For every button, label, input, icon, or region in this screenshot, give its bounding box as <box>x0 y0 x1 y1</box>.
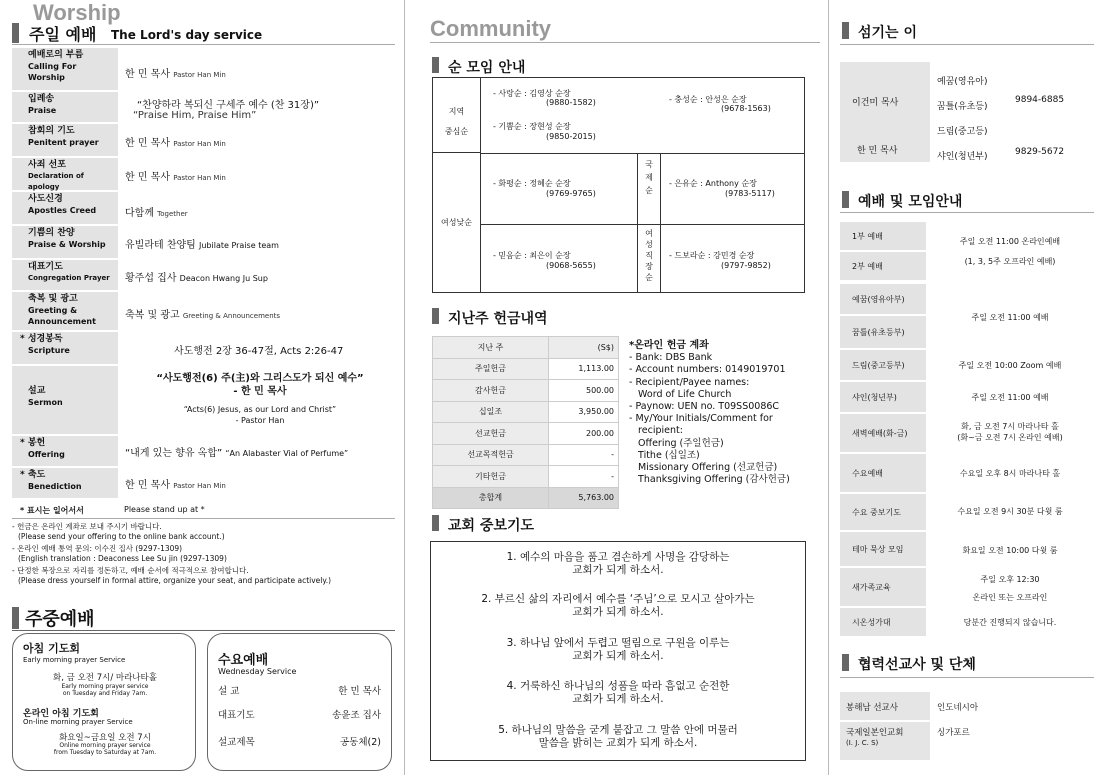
column-divider-1 <box>404 0 405 775</box>
offering-head-row <box>433 337 619 359</box>
order-label <box>12 226 118 258</box>
account-line: Tithe (십일조) <box>629 449 700 461</box>
account-line: - Account numbers: 0149019701 <box>629 364 786 376</box>
order-label-ko: 축복 및 광고 <box>28 294 78 304</box>
schedule-item: 예꿈(영유아부) <box>840 284 926 314</box>
servant-role: 샤인(청년부) <box>937 152 988 162</box>
schedule-time: 주일 오전 10:00 Zoom 예배 <box>958 361 1062 370</box>
order-value-en: Together <box>157 210 188 218</box>
mission-name: 봉해남 선교사 <box>846 703 898 713</box>
prayer-item <box>431 724 805 750</box>
order-value: 사도행전 2장 36-47절, Acts 2:26-47 <box>174 346 344 357</box>
schedule-time: 주일 오전 11:00 온라인예배 <box>959 237 1061 246</box>
offering-total-row <box>433 487 619 509</box>
region-label-1: 지역 <box>448 107 465 116</box>
prayer-item <box>431 637 805 663</box>
schedule-item: 시온성가대 <box>840 608 926 636</box>
offering-label: 기타헌금 <box>433 466 549 488</box>
online-morning-title-en: On-line morning prayer Service <box>23 718 133 726</box>
schedule-time: 온라인 또는 오프라인 <box>972 593 1048 602</box>
prayer-line: 교회가 되게 하소서. <box>572 564 664 576</box>
schedule-time: 수요일 오후 8시 마라나타 홀 <box>959 469 1061 478</box>
order-label-ko: 사도신경 <box>28 194 63 204</box>
wednesday-row-label: 설교제목 <box>218 737 255 748</box>
note-ko: - 단정한 복장으로 자리를 정돈하고, 예배 순서에 적극적으로 참여합니다. <box>12 566 249 575</box>
wednesday-row-value: 한 민 목사 <box>338 686 381 697</box>
order-label <box>12 92 118 122</box>
missions-title: 협력선교사 및 단체 <box>858 657 976 673</box>
prayer-line: 교회가 되게 하소서. <box>572 650 664 662</box>
online-morning-time: 화요일~금요일 오전 7시 <box>59 733 151 743</box>
mission-country: 싱가포르 <box>937 728 970 738</box>
schedule-time: 화요일 오전 10:00 다윗 룸 <box>962 546 1058 555</box>
order-label-en: Penitent prayer <box>28 138 99 147</box>
offering-row <box>433 358 619 380</box>
order-label-en: Apostles Creed <box>28 206 97 215</box>
order-value: “내게 있는 향유 옥합” <box>125 448 223 459</box>
order-label-ko: 참회의 기도 <box>28 126 75 136</box>
order-label <box>12 468 118 498</box>
community-title-rule <box>430 42 820 43</box>
order-item <box>12 260 395 290</box>
order-label-en: Offering <box>28 450 65 459</box>
order-value-en: Pastor Han Min <box>173 174 226 182</box>
offering-row <box>433 423 619 445</box>
section-marker <box>432 57 439 73</box>
cell-phone: (9068-5655) <box>546 261 596 270</box>
account-line: - Paynow: UEN no. T09SS0086C <box>629 401 780 413</box>
servant-phone: 9894-6885 <box>1015 95 1065 105</box>
section-marker <box>842 191 849 208</box>
mission-country: 인도네시아 <box>937 703 979 713</box>
offering-amount: - <box>549 444 619 466</box>
weekday-rule <box>12 630 395 631</box>
wednesday-row-value: 송윤조 집사 <box>332 710 381 721</box>
schedule-time: 당분간 진행되지 않습니다. <box>963 618 1057 627</box>
schedule-item: 테마 묵상 모임 <box>840 532 926 566</box>
region-label <box>433 78 481 153</box>
order-item <box>12 192 395 224</box>
account-line: Thanksgiving Offering (감사헌금) <box>629 474 790 486</box>
prayer-line: 교회가 되게 하소서. <box>572 693 664 705</box>
servant-name: 한 민 목사 <box>857 146 898 156</box>
servants-rule <box>840 44 1094 45</box>
prayer-line: 2. 부르신 삶의 자리에서 예수를 ‘주님’으로 모시고 살아가는 <box>481 593 755 605</box>
order-label <box>12 366 118 434</box>
intl-cell-label: 국제순 <box>645 160 653 195</box>
order-item <box>12 436 395 466</box>
offering-title: 지난주 헌금내역 <box>448 311 548 327</box>
offering-amount: 200.00 <box>549 423 619 445</box>
section-marker <box>432 308 439 324</box>
schedule-time: 주일 오후 12:30 <box>980 575 1040 584</box>
order-label-ko: 예배로의 부름 <box>28 50 84 60</box>
schedule-item: 샤인(청년부) <box>840 382 926 412</box>
wednesday-row-label: 설 교 <box>218 686 240 697</box>
prayer-item <box>431 551 805 577</box>
schedule-time: 주일 오전 11:00 예배 <box>971 393 1049 402</box>
offering-head-unit: (S$) <box>549 337 619 359</box>
order-item <box>12 292 395 330</box>
service-title-rule <box>12 44 395 45</box>
order-label <box>12 332 118 364</box>
prayer-item <box>431 593 805 619</box>
offering-row <box>433 444 619 466</box>
order-item <box>12 226 395 258</box>
cell-groups-title: 순 모임 안내 <box>448 60 526 76</box>
section-marker <box>842 22 849 39</box>
order-label-en: Greeting & Announcement <box>28 306 96 326</box>
offering-table <box>432 336 619 509</box>
note-en: (Please send your offering to the online bank account.) <box>18 531 225 541</box>
cell-leader: - 사랑순 : 김영상 순장 <box>493 89 571 98</box>
account-line: Word of Life Church <box>629 388 732 400</box>
wednesday-row-label: 대표기도 <box>218 710 255 721</box>
schedule-item: 수요 중보기도 <box>840 494 926 530</box>
offering-total-amount: 5,763.00 <box>549 487 619 509</box>
order-label <box>12 436 118 466</box>
cell-groups-table <box>432 77 805 293</box>
schedule-item: 수요예배 <box>840 454 926 492</box>
order-value: 한 민 목사 <box>125 138 170 149</box>
mission-name: 국제일본인교회 <box>846 728 904 738</box>
service-title-ko: 주일 예배 <box>29 25 97 44</box>
order-label-ko: 입례송 <box>28 94 55 104</box>
cell-leader: - 기쁨순 : 장현성 순장 <box>493 122 571 131</box>
online-account-title: *온라인 헌금 계좌 <box>629 340 709 351</box>
notes <box>12 522 397 585</box>
prayer-line: 4. 거룩하신 하나님의 성품을 따라 흠없고 순전한 <box>506 680 730 692</box>
online-morning-title: 온라인 아침 기도회 <box>23 709 99 719</box>
missions-rule <box>840 677 1094 678</box>
account-line: - Bank: DBS Bank <box>629 352 713 364</box>
servant-role: 꿈틀(유초등) <box>937 102 988 112</box>
schedule-time: 주일 오전 11:00 예배 <box>971 313 1049 322</box>
prayer-line: 3. 하나님 앞에서 두렵고 떨림으로 구원을 이루는 <box>506 637 730 649</box>
cell-phone: (9850-2015) <box>546 132 596 141</box>
order-item <box>12 124 395 156</box>
morning-title: 아침 기도회 <box>23 642 80 655</box>
servant-role: 드림(중고등) <box>937 127 988 137</box>
cell-leader: - 믿음순 : 최은이 순장 <box>493 251 571 260</box>
order-value: 황주섭 집사 <box>125 273 177 284</box>
prayer-box <box>430 541 806 761</box>
wednesday-row-value: 공동체(2) <box>340 737 381 748</box>
order-label-ko: 사죄 선포 <box>28 160 66 170</box>
cell-phone: (9797-9852) <box>721 261 771 270</box>
morning-time-en-2: on Tuesday and Friday 7am. <box>62 690 148 697</box>
order-value-en: “Praise Him, Praise Him” <box>133 110 257 121</box>
schedule-time: (화~금 오전 7시 온라인 예배) <box>957 433 1063 442</box>
order-item <box>12 468 395 498</box>
section-marker <box>12 607 19 629</box>
region-label-2: 중심순 <box>444 127 469 136</box>
offering-amount: 1,113.00 <box>549 358 619 380</box>
prayer-line: 말씀을 밝히는 교회가 되게 하소서. <box>538 737 698 749</box>
order-label <box>12 158 118 190</box>
prayer-line: 교회가 되게 하소서. <box>572 606 664 618</box>
section-marker <box>842 654 849 671</box>
offering-total-label: 총합계 <box>433 487 549 509</box>
women-label: 여성낮순 <box>433 153 481 293</box>
schedule-item: 꿈틀(유초등부) <box>840 316 926 348</box>
sermon-preacher-en: - Pastor Han <box>235 416 285 425</box>
order-value: 한 민 목사 <box>125 480 170 491</box>
cell-phone: (9880-1582) <box>546 98 596 107</box>
worship-section-title: Worship <box>33 0 121 25</box>
schedule-time: (1, 3, 5주 오프라인 예배) <box>964 257 1056 266</box>
order-label-ko: 대표기도 <box>28 262 63 272</box>
prayer-title: 교회 중보기도 <box>448 518 535 534</box>
servants-title: 섬기는 이 <box>858 25 917 41</box>
wednesday-title-en: Wednesday Service <box>218 667 297 676</box>
order-value: 유빌라테 찬양팀 <box>125 240 196 251</box>
servant-name: 이건미 목사 <box>852 98 899 108</box>
stand-note-ko: * 표시는 일어서서 <box>20 506 84 515</box>
service-title-en: The Lord's day service <box>111 28 263 42</box>
offering-label: 선교헌금 <box>433 423 549 445</box>
cell-phone: (9769-9765) <box>546 189 596 198</box>
morning-prayer-box <box>12 633 196 771</box>
order-label-en: Praise <box>28 106 57 115</box>
note-en: (Please dress yourself in formal attire, organize your seat, and participate actively.) <box>18 575 332 585</box>
cell-leader: - 은유순 : Anthony 순장 <box>669 179 757 188</box>
weekday-title: 주중예배 <box>25 609 95 630</box>
order-label-ko: * 축도 <box>20 470 46 480</box>
note-en: (English translation : Deaconess Lee Su jin (9297-1309) <box>18 553 227 563</box>
order-value-en: Pastor Han Min <box>173 140 226 148</box>
offering-amount: - <box>549 466 619 488</box>
schedule-item: 1부 예배 <box>840 222 926 250</box>
order-label <box>12 260 118 290</box>
order-value: 한 민 목사 <box>125 69 170 80</box>
prayer-item <box>431 680 805 706</box>
offering-row <box>433 466 619 488</box>
prayer-line: 5. 하나님의 말씀을 굳게 붙잡고 그 말씀 안에 머물러 <box>498 724 738 736</box>
stand-note-en: Please stand up at * <box>124 505 205 514</box>
order-label-en: Calling For Worship <box>28 62 77 82</box>
account-line: - Recipient/Payee names: <box>629 376 750 388</box>
offering-row <box>433 380 619 402</box>
order-value-en: Deacon Hwang Ju Sup <box>179 274 268 283</box>
schedule-time: 수요일 오전 9시 30분 다윗 룸 <box>957 507 1063 516</box>
order-label <box>12 192 118 224</box>
order-value-en: Pastor Han Min <box>173 482 226 490</box>
schedule-item: 2부 예배 <box>840 252 926 280</box>
order-label <box>12 292 118 330</box>
offering-label: 주일헌금 <box>433 358 549 380</box>
order-label-en: Congregation Prayer <box>28 274 110 282</box>
order-value: “찬양하라 복되신 구세주 예수 (찬 31장)” <box>137 100 320 111</box>
offering-label: 감사헌금 <box>433 380 549 402</box>
order-value-en: Jubilate Praise team <box>199 241 279 250</box>
cell-phone: (9783-5117) <box>725 189 775 198</box>
offering-amount: 500.00 <box>549 380 619 402</box>
offering-head-label: 지난 주 <box>433 337 549 359</box>
online-morning-en-1: Online morning prayer service <box>59 742 151 749</box>
order-item <box>12 332 395 364</box>
order-value: 다함께 <box>125 208 154 219</box>
order-value: 한 민 목사 <box>125 172 170 183</box>
morning-time-en-1: Early morning prayer service <box>61 683 149 690</box>
sermon-preacher: - 한 민 목사 <box>233 386 287 397</box>
account-line: recipient: <box>629 425 683 437</box>
servant-roles <box>937 70 988 170</box>
order-value-en: Pastor Han Min <box>173 71 226 79</box>
order-label-en: Scripture <box>28 346 70 355</box>
account-line: Offering (주일헌금) <box>629 437 724 449</box>
schedule-item: 드림(중고등부) <box>840 350 926 380</box>
order-label <box>12 124 118 156</box>
offering-row <box>433 401 619 423</box>
mission-name-en: (I. J. C. S) <box>846 739 879 747</box>
morning-title-en: Early morning prayer Service <box>23 656 126 664</box>
note-ko: - 온라인 예배 통역 문의: 이수진 집사 (9297-1309) <box>12 544 183 553</box>
wednesday-box <box>207 633 392 771</box>
schedule-item: 새가족교육 <box>840 568 926 606</box>
order-label-en: Praise & Worship <box>28 240 106 249</box>
schedule-title: 예배 및 모임안내 <box>858 194 963 210</box>
schedule-rule <box>840 212 1094 213</box>
notes-rule <box>12 518 395 519</box>
account-line: Missionary Offering (선교헌금) <box>629 462 778 474</box>
morning-time-en <box>13 683 197 697</box>
prayer-line: 1. 예수의 마음을 품고 겸손하게 사명을 감당하는 <box>506 551 730 563</box>
online-account <box>629 340 790 486</box>
cell-leader: - 충성순 : 안성은 순장 <box>669 95 747 104</box>
morning-time: 화, 금 오전 7시/ 마라나타홀 <box>53 673 157 683</box>
order-item <box>12 366 395 434</box>
order-label-en: Benediction <box>28 482 82 491</box>
order-label-ko: * 성경봉독 <box>20 334 63 344</box>
order-label-en: Sermon <box>28 398 63 407</box>
offering-amount: 3,950.00 <box>549 401 619 423</box>
servant-role: 예꿈(영유아) <box>937 77 988 87</box>
account-line: - My/Your Initials/Comment for <box>629 413 773 425</box>
online-morning-time-en <box>13 742 197 756</box>
note-ko: - 헌금은 온라인 계좌로 보내 주시기 바랍니다. <box>12 522 162 531</box>
section-marker <box>12 23 19 43</box>
sermon-title-en: “Acts(6) Jesus, as our Lord and Christ” <box>183 405 337 414</box>
order-label <box>12 48 118 90</box>
order-item <box>12 48 395 90</box>
order-value-en: Greeting & Announcements <box>182 312 281 320</box>
cell-leader: - 드보라순 : 강민경 순장 <box>669 251 755 260</box>
offering-label: 십일조 <box>433 401 549 423</box>
order-label-ko: * 봉헌 <box>20 438 46 448</box>
order-item <box>12 158 395 190</box>
community-section-title: Community <box>430 16 551 41</box>
order-value-en: “An Alabaster Vial of Perfume” <box>225 449 349 458</box>
cell-phone: (9678-1563) <box>721 104 771 113</box>
cell-leader: - 화평순 : 정혜순 순장 <box>493 179 571 188</box>
order-label-en: Declaration of apology <box>28 172 84 191</box>
schedule-time: 화, 금 오전 7시 마라나타 홀 <box>961 422 1059 431</box>
order-item <box>12 92 395 122</box>
offering-label: 선교목적헌금 <box>433 444 549 466</box>
section-marker <box>432 515 439 531</box>
online-morning-en-2: from Tuesday to Saturday at 7am. <box>53 749 157 756</box>
sermon-title: “사도행전(6) 주(主)와 그리스도가 되신 예수” <box>156 373 364 384</box>
column-divider-2 <box>828 0 829 775</box>
schedule-item: 새벽예배(화-금) <box>840 414 926 452</box>
servant-phone: 9829-5672 <box>1015 147 1065 157</box>
order-label-ko: 기쁨의 찬양 <box>28 228 75 238</box>
order-value: 축복 및 광고 <box>125 310 180 321</box>
wednesday-title: 수요예배 <box>218 653 269 668</box>
order-label-ko: 설교 <box>28 386 46 396</box>
worker-cell-label: 여성직장순 <box>645 229 653 282</box>
